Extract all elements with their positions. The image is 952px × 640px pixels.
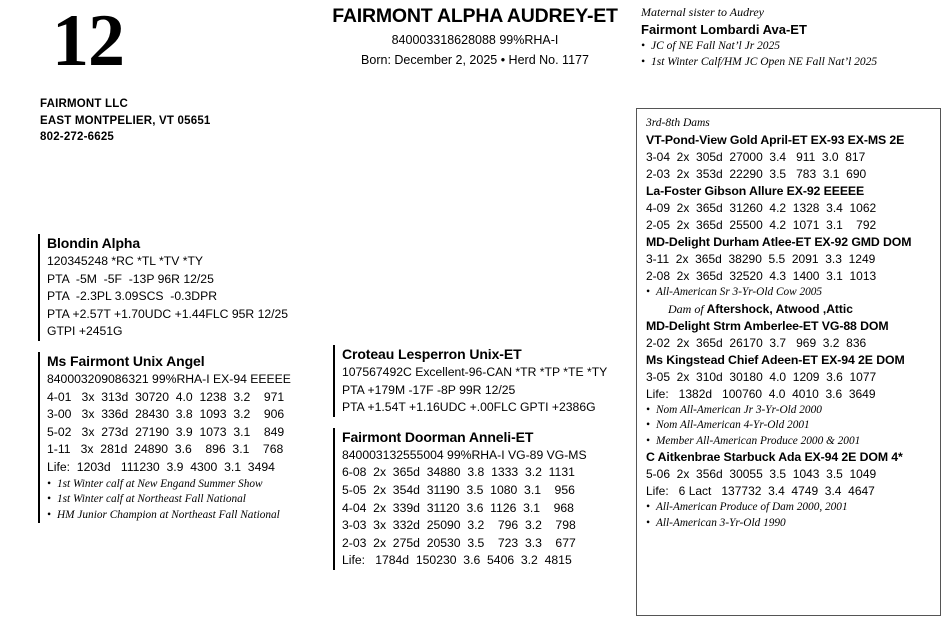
ancestral-dam-note: • Nom All-American Jr 3-Yr-Old 2000	[646, 403, 931, 419]
dam-note: • 1st Winter calf at New Engand Summer Show	[47, 477, 338, 493]
animal-name: FAIRMONT ALPHA AUDREY-ET	[332, 5, 618, 27]
second-dam-record: 6-08 2x 365d 34880 3.8 1333 3.2 1131	[342, 465, 575, 480]
ancestral-dam-record: 5-06 2x 356d 30055 3.5 1043 3.5 1049	[646, 467, 877, 481]
dam-note: • HM Junior Champion at Northeast Fall National	[47, 508, 338, 524]
dam-registration: 840003209086321 99%RHA-I EX-94 EEEEE	[47, 371, 291, 386]
sire-block	[38, 234, 338, 341]
ancestral-dam-entry	[646, 234, 931, 318]
ancestral-dam-record: 3-04 2x 305d 27000 3.4 911 3.0 817	[646, 150, 866, 164]
ancestral-dam-name: Ms Kingstead Chief Adeen-ET EX-94 2E DOM	[646, 352, 905, 367]
consignor-name: FAIRMONT LLC	[40, 98, 128, 110]
grandsire-line: 107567492C Excellent-96-CAN *TR *TP *TE *TY	[342, 365, 608, 379]
animal-header	[300, 4, 650, 70]
grandsire-name: Croteau Lesperron Unix-ET	[342, 346, 522, 362]
maternal-sister-name: Fairmont Lombardi Ava-ET	[641, 22, 807, 37]
sire-name: Blondin Alpha	[47, 235, 141, 251]
ancestral-dam-record: 2-03 2x 353d 22290 3.5 783 3.1 690	[646, 167, 867, 181]
ancestral-dam-damof	[646, 301, 931, 318]
second-dam-block	[333, 428, 633, 570]
dam-record: 1-11 3x 281d 24890 3.6 896 3.1 768	[47, 442, 284, 457]
sire-line: PTA -5M -5F -13P 96R 12/25	[47, 271, 214, 286]
ancestral-dam-entry	[646, 132, 931, 183]
maternal-sister-block	[641, 4, 941, 70]
ancestral-dam-record: 3-11 2x 365d 38290 5.5 2091 3.3 1249	[646, 252, 876, 266]
ancestral-dam-lifetime-record: Life: 1382d 100760 4.0 4010 3.6 3649	[646, 386, 876, 401]
ancestral-dam-entry	[646, 352, 931, 450]
sire-dam-column	[38, 234, 338, 523]
maternal-sister-note: • JC of NE Fall Nat’l Jr 2025	[641, 39, 941, 55]
sire-line: 120345248 *RC *TL *TV *TY	[47, 254, 204, 268]
ancestral-dam-note: • Nom All-American 4-Yr-Old 2001	[646, 418, 931, 434]
ancestral-dam-note: • All-American 3-Yr-Old 1990	[646, 516, 931, 532]
dam-record: 5-02 3x 273d 27190 3.9 1073 3.1 849	[47, 424, 285, 439]
ancestral-dam-name: MD-Delight Durham Atlee-ET EX-92 GMD DOM	[646, 235, 912, 249]
ancestral-dam-entry	[646, 449, 931, 531]
ancestral-dam-lifetime-record: Life: 6 Lact 137732 3.4 4749 3.4 4647	[646, 484, 875, 498]
second-dam-record: 3-03 3x 332d 25090 3.2 796 3.2 798	[342, 518, 576, 533]
dam-lifetime-record: Life: 1203d 111230 3.9 4300 3.1 3494	[47, 459, 275, 474]
ancestral-dam-record: 3-05 2x 310d 30180 4.0 1209 3.6 1077	[646, 369, 877, 384]
ancestral-dam-record: 2-02 2x 365d 26170 3.7 969 3.2 836	[646, 335, 867, 350]
dam-name: Ms Fairmont Unix Angel	[47, 352, 205, 369]
ancestral-dam-name: La-Foster Gibson Allure EX-92 EEEEE	[646, 184, 865, 198]
ancestral-dam-name: C Aitkenbrae Starbuck Ada EX-94 2E DOM 4*	[646, 450, 903, 464]
consignor-block	[40, 96, 211, 146]
maternal-sister-caption: Maternal sister to Audrey	[641, 5, 764, 19]
consignor-address: EAST MONTPELIER, VT 05651	[40, 114, 211, 127]
animal-birthdate: Born: December 2, 2025 • Herd No. 1177	[361, 53, 589, 67]
sire-line: PTA +2.57T +1.70UDC +1.44FLC 95R 12/25	[47, 306, 289, 321]
spacer	[38, 341, 338, 352]
ancestral-dam-record: 2-08 2x 365d 32520 4.3 1400 3.1 1013	[646, 269, 877, 283]
second-dam-record: 4-04 2x 339d 31120 3.6 1126 3.1 968	[342, 500, 574, 515]
sire-line: GTPI +2451G	[47, 324, 123, 339]
grandsire-line: PTA +1.54T +1.16UDC +.00FLC GPTI +2386G	[342, 400, 596, 415]
second-dam-name: Fairmont Doorman Anneli-ET	[342, 428, 534, 445]
maternal-sister-note: • 1st Winter Calf/HM JC Open NE Fall Nat’l 2025	[641, 55, 941, 71]
damof-text: Aftershock, Atwood ,Attic	[706, 301, 853, 316]
dam-record: 3-00 3x 336d 28430 3.8 1093 3.2 906	[47, 407, 285, 422]
lot-number: 12	[52, 0, 124, 82]
ancestral-dam-note: • All-American Sr 3-Yr-Old Cow 2005	[646, 285, 931, 301]
second-dam-record: 2-03 2x 275d 20530 3.5 723 3.3 677	[342, 535, 576, 550]
dam-record: 4-01 3x 313d 30720 4.0 1238 3.2 971	[47, 389, 285, 404]
dam-note: • 1st Winter calf at Northeast Fall National	[47, 492, 338, 508]
consignor-phone: 802-272-6625	[40, 131, 115, 143]
ancestral-dam-record: 4-09 2x 365d 31260 4.2 1328 3.4 1062	[646, 201, 877, 215]
ancestral-dam-note: • Member All-American Produce 2000 & 2001	[646, 434, 931, 450]
grandsire-block	[333, 345, 633, 417]
ancestral-dam-entry	[646, 318, 931, 352]
ancestral-dams-box	[636, 108, 941, 616]
second-dam-registration: 840003132555004 99%RHA-I VG-89 VG-MS	[342, 447, 587, 462]
ancestral-dam-entry	[646, 183, 931, 234]
sire-line: PTA -2.3PL 3.09SCS -0.3DPR	[47, 289, 218, 304]
animal-registration: 840003318628088 99%RHA-I	[391, 33, 559, 47]
second-dam-lifetime-record: Life: 1784d 150230 3.6 5406 3.2 4815	[342, 553, 572, 568]
ancestral-dam-record: 2-05 2x 365d 25500 4.2 1071 3.1 792	[646, 218, 877, 232]
grandsire-second-dam-column	[333, 345, 633, 570]
ancestral-dam-note: • All-American Produce of Dam 2000, 2001	[646, 500, 931, 516]
grandsire-line: PTA +179M -17F -8P 99R 12/25	[342, 382, 516, 397]
dam-block	[38, 352, 338, 523]
damof-label: Dam of	[668, 301, 704, 316]
spacer	[333, 417, 633, 428]
ancestral-dam-name: VT-Pond-View Gold April-ET EX-93 EX-MS 2E	[646, 133, 905, 147]
second-dam-record: 5-05 2x 354d 31190 3.5 1080 3.1 956	[342, 482, 575, 497]
ancestral-dams-title: 3rd-8th Dams	[646, 117, 710, 129]
ancestral-dam-name: MD-Delight Strm Amberlee-ET VG-88 DOM	[646, 318, 889, 333]
